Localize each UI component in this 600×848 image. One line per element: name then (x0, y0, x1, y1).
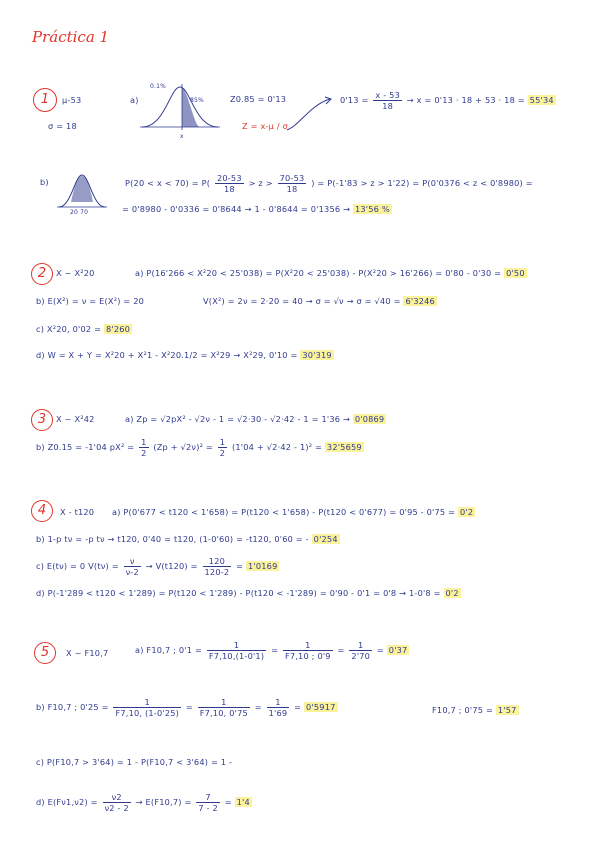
p1-a-label: a) (130, 95, 139, 105)
p1-curve-x-label: x (180, 133, 184, 140)
p5-d-f2-bot: 7 - 2 (198, 803, 218, 813)
p3-header: X ~ X²42 (56, 414, 95, 424)
p2-header: X ~ X²20 (56, 268, 95, 278)
p4-header: X - t120 (60, 507, 95, 517)
p1-z-formula: Z = x-μ / σ (242, 121, 289, 131)
p4-c-f1-top: ν (124, 556, 141, 567)
p5-d-f1-top: ν2 (103, 792, 131, 803)
p5-header: X ~ F10,7 (66, 648, 109, 658)
p1-b-fraction-2 (278, 173, 307, 194)
p5-b-fraction-1 (113, 697, 181, 718)
p5-b-eq-1: = (185, 702, 193, 712)
p5-a-f2-top: 1 (283, 640, 333, 651)
p2-a-result: 0'50 (506, 268, 525, 278)
p5-b-f1-top: 1 (113, 697, 181, 708)
p5-b-f3-top: 1 (267, 697, 290, 708)
p1-a-frac-bot: 18 (382, 101, 394, 111)
p1-b-line2-text: = 0'8980 - 0'0336 = 0'8644 → 1 - 0'8644 = 0'1356 → (122, 204, 351, 214)
p3-b (36, 437, 364, 458)
p5-c: c) P(F10,7 > 3'64) = 1 - P(F10,7 < 3'64) = 1 - (36, 757, 233, 767)
p3-a (125, 414, 386, 424)
p1-b-mid: > z > (248, 178, 273, 188)
p5-b-eq-3: = (294, 702, 302, 712)
p1-a-fraction (373, 90, 402, 111)
p3-b-frac-top: 1 (141, 437, 147, 447)
p3-b-fraction-2 (218, 437, 227, 458)
p5-a-f1-bot: F7,10,(1-0'1) (208, 651, 265, 661)
p5-d-f2-top: 7 (196, 792, 220, 803)
p1-b-result: 13'56 % (354, 204, 390, 214)
p2-d-text: d) W = X + Y = X²20 + X²1 - X²20.1/2 = X²29 → X²29, 0'10 = (36, 350, 298, 360)
p1-b-f2-top: 70-53 (279, 173, 305, 183)
p5-a-result: 0'37 (388, 645, 408, 655)
p5-b (36, 697, 338, 718)
p5-b-label: b) F10,7 ; 0'25 = (36, 702, 109, 712)
p5-b-extra-result: 1'57 (497, 705, 517, 715)
p5-a (135, 640, 409, 661)
p4-a-text: a) P(0'677 < t120 < 1'658) = P(t120 < 1'658) - P(t120 < 0'677) = 0'95 - 0'75 = (112, 507, 456, 517)
p5-a-fraction-2 (283, 640, 333, 661)
p5-a-f1-top: 1 (207, 640, 266, 651)
p4-c-mid: → V(t120) = (145, 561, 198, 571)
p5-a-fraction-3 (349, 640, 372, 661)
p1-a-eq-left: 0'13 = (340, 95, 369, 105)
p4-c-f1-bot: ν-2 (125, 567, 139, 577)
p3-b-mid: (Zp + √2ν)² = (153, 442, 213, 452)
p3-b-frac2-bot: 2 (219, 448, 226, 458)
p1-b-line1a: P(20 < x < 70) = P( (125, 178, 211, 188)
p3-a-text: a) Zp = √2pX² - √2ν - 1 = √2·30 - √2·42 - 1 = 1'36 → (125, 414, 351, 424)
p5-a-eq-3: = (376, 645, 384, 655)
p4-d (36, 588, 461, 598)
p5-b-result: 0'5917 (306, 702, 336, 712)
p4-d-result: 0'2 (445, 588, 459, 598)
problem-5-number: 5 (34, 642, 56, 664)
p3-b-tail: (1'04 + √2·42 - 1)² = (232, 442, 323, 452)
p2-c-text: c) X²20, 0'02 = (36, 324, 102, 334)
p5-d-result: 1'4 (236, 797, 250, 807)
p4-a-result: 0'2 (460, 507, 474, 517)
p1-b-f2-bot: 18 (286, 184, 298, 194)
p2-b-var-text: V(X²) = 2ν = 2·20 = 40 → σ = √ν → σ = √40 = (203, 296, 401, 306)
p3-b-result: 32'5659 (326, 442, 362, 452)
p5-b-fraction-2 (198, 697, 250, 718)
p5-b-f3-bot: 1'69 (268, 708, 288, 718)
problem-2-number: 2 (31, 263, 53, 285)
p2-b-result: 6'3246 (405, 296, 435, 306)
p4-c-eq: = (236, 561, 244, 571)
p5-d-f1-bot: ν2 - 2 (104, 803, 129, 813)
p1-b-f1-top: 20-53 (216, 173, 242, 183)
p3-b-frac-bot: 2 (141, 448, 147, 458)
p5-a-label: a) F10,7 ; 0'1 = (135, 645, 203, 655)
p5-d-mid: → E(F10,7) = (135, 797, 192, 807)
p1-a-frac-top: x - 53 (375, 90, 400, 100)
problem-1-number: 1 (33, 88, 57, 112)
p2-c (36, 324, 132, 334)
p4-d-text: d) P(-1'289 < t120 < 1'289) = P(t120 < 1'289) - P(t120 < -1'289) = 0'90 - 0'1 = 0'8 → 1-0'8 = (36, 588, 441, 598)
p1-b-f1-bot: 18 (223, 184, 235, 194)
p5-d-fraction-2 (196, 792, 220, 813)
p1-b-fraction-1 (215, 173, 244, 194)
problem-4-number: 4 (31, 500, 53, 522)
p2-a-text: a) P(16'266 < X²20 < 25'038) = P(X²20 < 25'038) - P(X²20 > 16'266) = 0'80 - 0'30 = (135, 268, 502, 278)
p4-c-fraction-2 (203, 556, 232, 577)
p5-d-label: d) E(Fν1,ν2) = (36, 797, 98, 807)
p1-sigma: σ = 18 (48, 121, 77, 131)
p1-b-line1b: ) = P(-1'83 > z > 1'22) = P(0'0376 < z < 0'8980) = (311, 178, 533, 188)
p1-b-axis-label: 20 70 (70, 209, 89, 216)
p1-arrow (285, 95, 335, 135)
p4-b-result: 0'254 (313, 534, 338, 544)
p5-a-f3-bot: 2'70 (351, 651, 371, 661)
p3-a-result: 0'0869 (354, 414, 385, 424)
p3-b-fraction-1 (139, 437, 148, 458)
p5-b-f1-bot: F7,10, (1-0'25) (115, 708, 180, 718)
p5-b-fraction-3 (267, 697, 290, 718)
p4-a (112, 507, 475, 517)
p1-a-equation (340, 90, 556, 111)
p1-mu: μ-53 (62, 95, 82, 105)
p4-c-result: 1'0169 (247, 561, 278, 571)
p2-b: b) E(X²) = ν = E(X²) = 20 (36, 296, 145, 306)
p4-b (36, 534, 340, 544)
p4-b-text: b) 1-p tν = -p tν → t120, 0'40 = t120, (1-0'60) = -t120, 0'60 = - (36, 534, 309, 544)
p1-curve-top-label: 0.1% (150, 83, 167, 90)
p3-b-text: b) Z0.15 = -1'04 pX² = (36, 442, 135, 452)
p4-c-text: c) E(tν) = 0 V(tν) = (36, 561, 119, 571)
p1-a-eq-right: → x = 0'13 · 18 + 53 · 18 = (406, 95, 525, 105)
p5-b-f2-top: 1 (198, 697, 250, 708)
p3-b-frac2-top: 1 (219, 437, 226, 447)
p5-d-eq: = (224, 797, 232, 807)
p1-curve-pct-label: 85% (190, 97, 204, 104)
p2-b-var (203, 296, 437, 306)
p2-d (36, 350, 334, 360)
p5-a-eq-1: = (271, 645, 279, 655)
p1-b-label: b) (40, 177, 49, 187)
p5-a-f3-top: 1 (349, 640, 372, 651)
p2-c-result: 8'260 (105, 324, 131, 334)
p1-a-result: 55'34 (529, 95, 554, 105)
p1-z-value: Z0.85 = 0'13 (230, 94, 287, 104)
p2-d-result: 30'319 (302, 350, 332, 360)
p4-c-f2-bot: 120-2 (204, 567, 230, 577)
p5-a-f2-bot: F7,10 ; 0'9 (284, 651, 331, 661)
page-title: Práctica 1 (32, 28, 110, 46)
p2-a (135, 268, 527, 278)
p1-b-line2 (122, 204, 392, 214)
p5-a-fraction-1 (207, 640, 266, 661)
p5-b-extra (432, 705, 519, 715)
p4-c-fraction-1 (124, 556, 141, 577)
p4-c (36, 556, 279, 577)
p5-b-extra-text: F10,7 ; 0'75 = (432, 705, 494, 715)
p5-a-eq-2: = (337, 645, 345, 655)
p1-b-line1 (125, 173, 533, 194)
p4-c-f2-top: 120 (203, 556, 232, 567)
p5-d-fraction-1 (103, 792, 131, 813)
p5-d (36, 792, 252, 813)
problem-3-number: 3 (31, 409, 53, 431)
p5-b-eq-2: = (254, 702, 262, 712)
p5-b-f2-bot: F7,10, 0'75 (199, 708, 248, 718)
